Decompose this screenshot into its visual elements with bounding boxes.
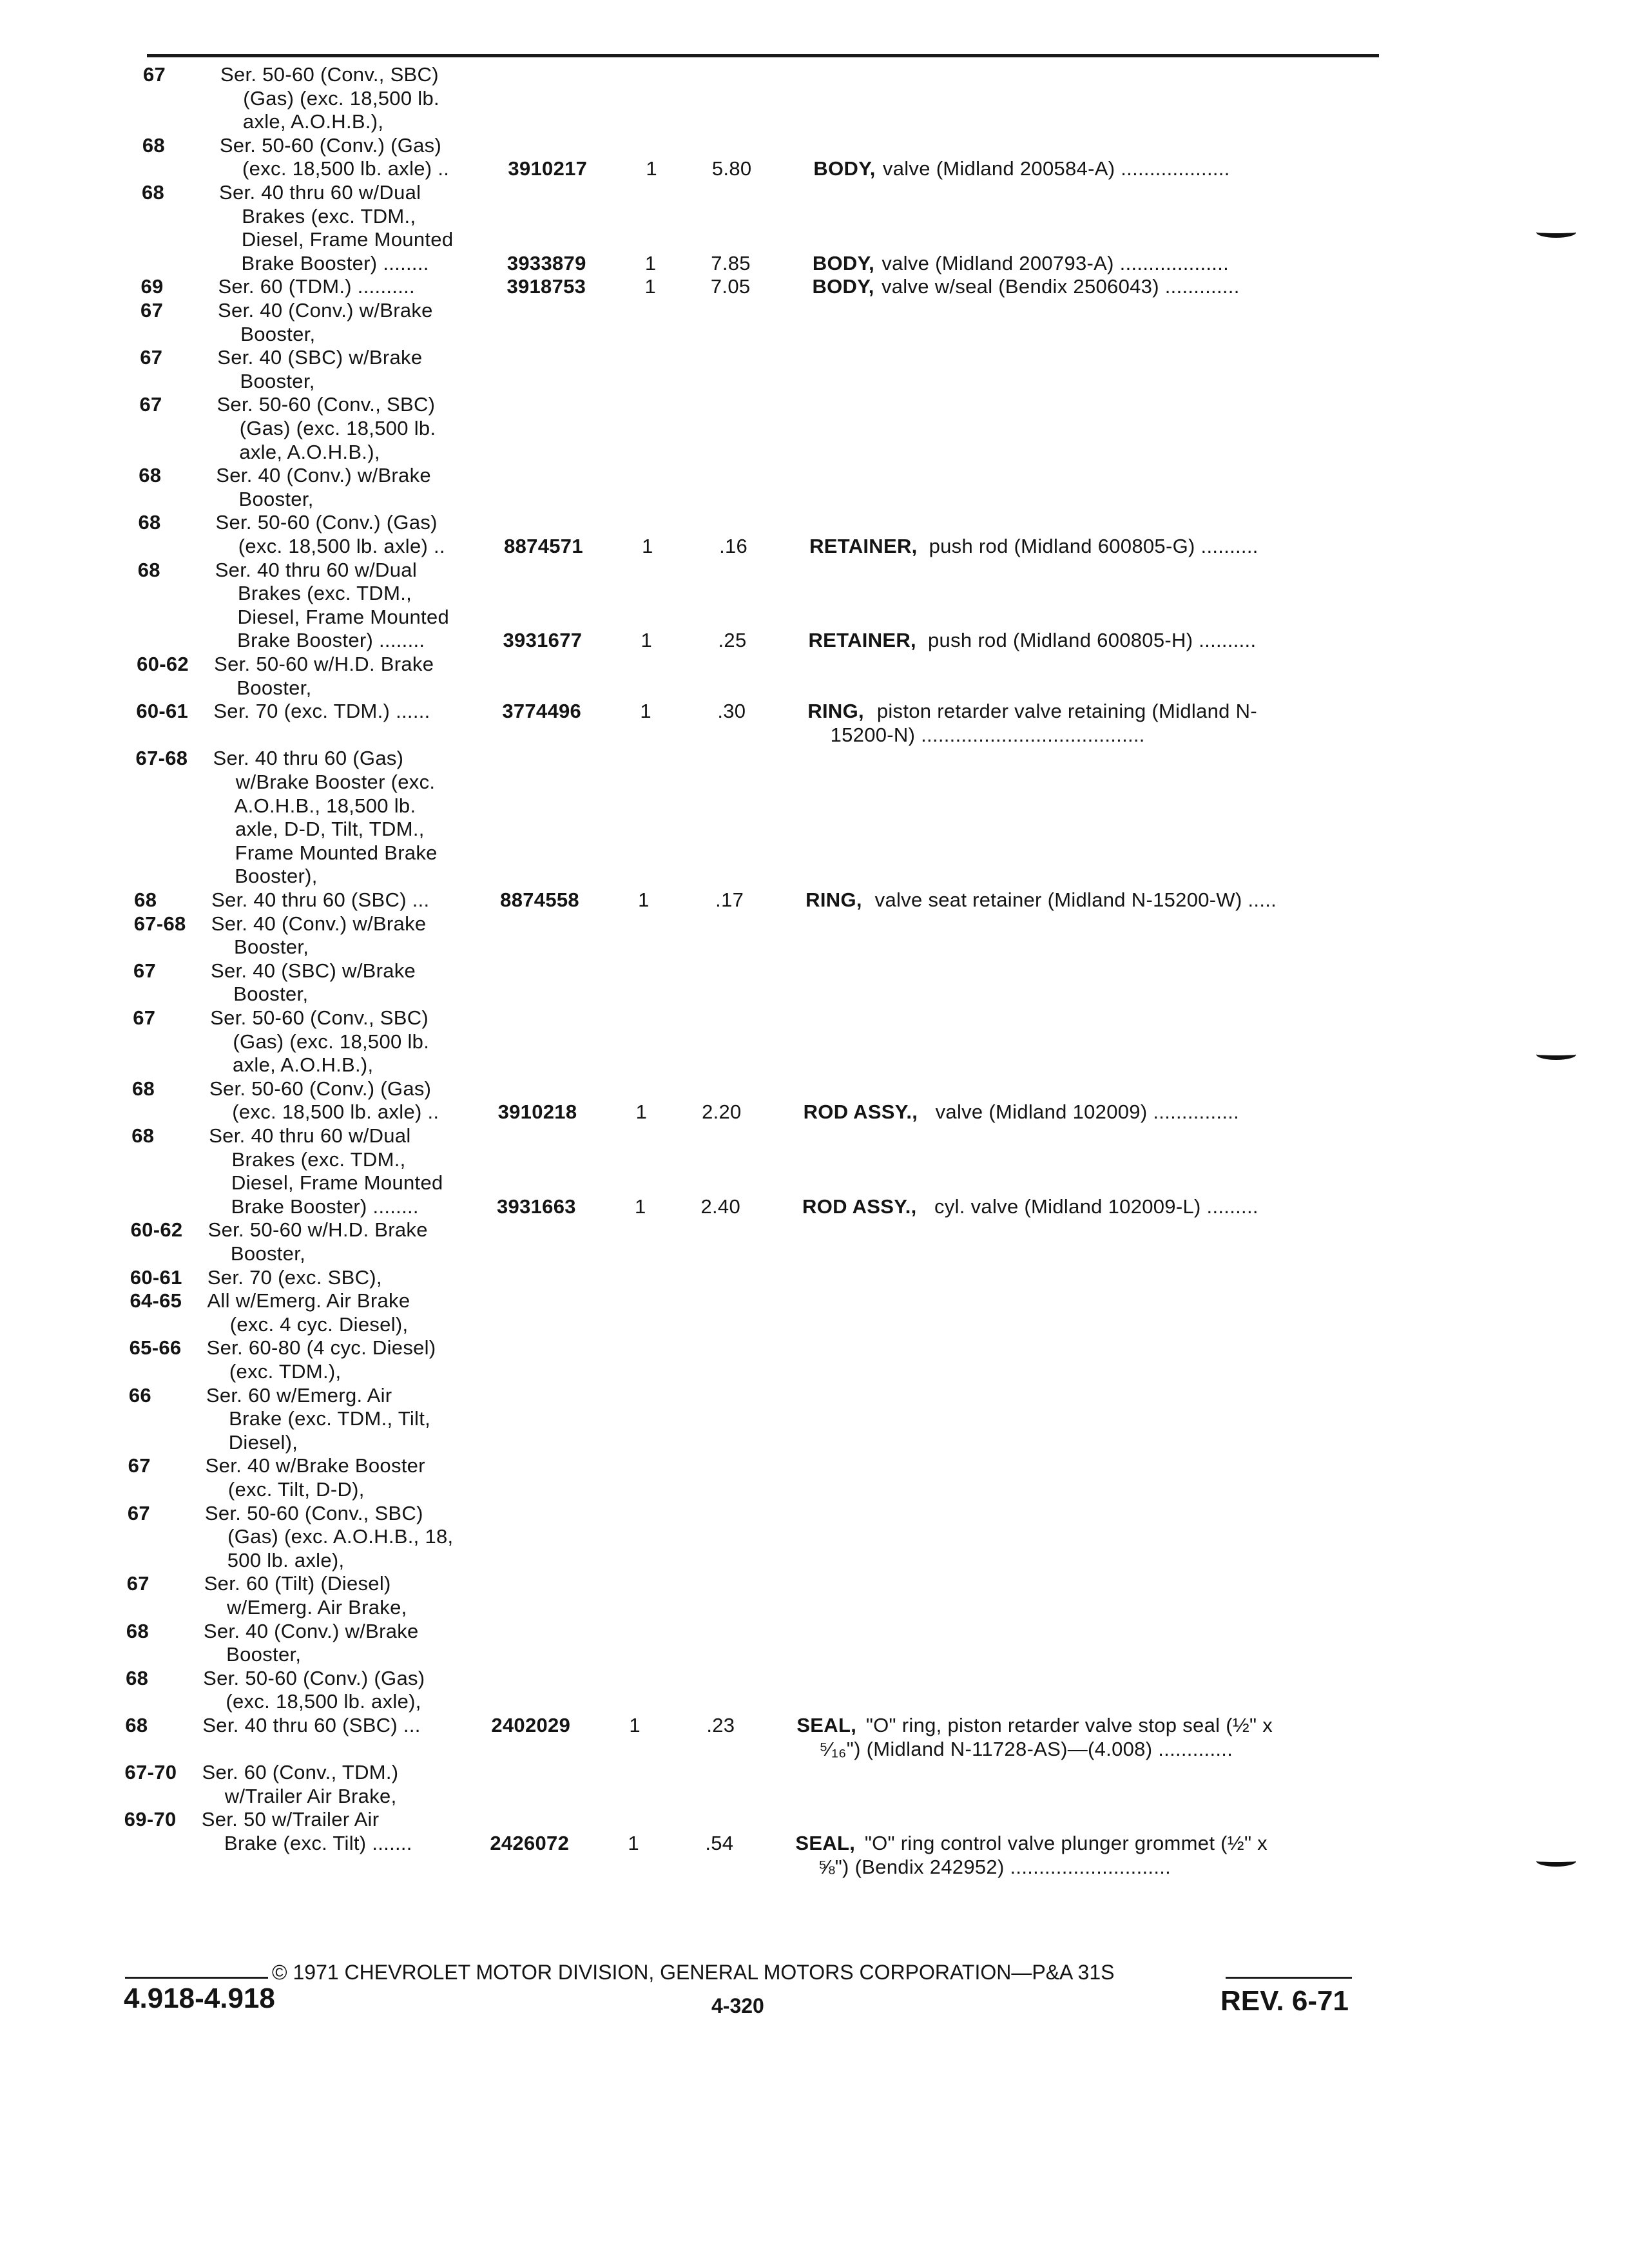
part-number: 3910217: [508, 157, 588, 180]
quantity: 1: [628, 1832, 639, 1854]
application-line: Ser. 50 w/Trailer Air: [201, 1808, 380, 1831]
application-line: Ser. 40 thru 60 w/Dual: [219, 181, 421, 204]
application-line: Diesel, Frame Mounted: [214, 605, 450, 628]
quantity: 1: [642, 535, 653, 557]
application-line: Brakes (exc. TDM.,: [215, 582, 412, 605]
application-line: Booster,: [207, 1242, 306, 1265]
part-name: BODY,: [812, 275, 874, 298]
application-line: Ser. 40 w/Brake Booster: [205, 1454, 425, 1477]
quantity: 1: [644, 275, 656, 298]
application-line: Ser. 60-80 (4 cyc. Diesel): [206, 1336, 436, 1360]
model-year: 67-68: [135, 747, 188, 770]
part-name: SEAL,: [795, 1832, 856, 1854]
model-year: 68: [139, 464, 162, 487]
quantity: 1: [646, 157, 657, 180]
application-line: axle, A.O.H.B.),: [209, 1053, 374, 1077]
model-year: 68: [126, 1619, 149, 1642]
model-year: 60-61: [130, 1265, 182, 1289]
model-year: 67: [140, 299, 164, 322]
part-name: BODY,: [812, 251, 875, 274]
model-year: 67: [140, 346, 163, 369]
model-year: 68: [142, 133, 165, 157]
part-description: ⁵⁄₁₆") (Midland N-11728-AS)—(4.008) .............: [796, 1737, 1233, 1760]
model-year: 69: [140, 275, 164, 298]
quantity: 1: [635, 1100, 648, 1124]
margin-mark: [1536, 227, 1576, 238]
model-year: 60-62: [137, 653, 189, 675]
application-line: (exc. 18,500 lb. axle),: [202, 1690, 421, 1713]
application-line: Ser. 40 thru 60 (Gas): [213, 747, 404, 770]
application-line: Ser. 50-60 (Conv.) (Gas): [203, 1666, 425, 1689]
application-line: Booster,: [211, 936, 309, 959]
application-line: Brakes (exc. TDM.,: [208, 1148, 406, 1171]
application-line: Diesel),: [206, 1430, 298, 1454]
top-rule: [147, 54, 1379, 57]
model-year: 68: [138, 511, 161, 534]
part-description: cyl. valve (Midland 102009-L) .........: [934, 1195, 1258, 1218]
application-line: Ser. 60 (Tilt) (Diesel): [204, 1572, 391, 1595]
application-line: axle, D-D, Tilt, TDM.,: [212, 818, 425, 841]
application-line: Booster,: [210, 983, 309, 1006]
application-line: Booster),: [211, 865, 318, 888]
application-line: Ser. 40 (Conv.) w/Brake: [218, 299, 433, 322]
price: .17: [715, 889, 744, 911]
application-line: axle, A.O.H.B.),: [216, 440, 380, 463]
part-number: 2426072: [490, 1832, 570, 1854]
application-line: (Gas) (exc. 18,500 lb.: [217, 417, 436, 439]
revision-label: REV. 6-71: [1220, 1985, 1349, 2017]
footer-rule-right: [1226, 1977, 1352, 1979]
application-line: Brakes (exc. TDM.,: [218, 204, 416, 227]
quantity: 1: [638, 889, 650, 911]
model-year: 67: [139, 393, 162, 416]
part-description: valve w/seal (Bendix 2506043) .............: [881, 275, 1240, 298]
quantity: 1: [635, 1195, 646, 1218]
application-line: Ser. 40 thru 60 w/Dual: [209, 1124, 411, 1147]
price: .30: [717, 700, 746, 723]
model-year: 67: [126, 1572, 149, 1595]
part-number: 8874558: [500, 889, 579, 911]
model-year: 68: [142, 181, 165, 204]
application-line: Ser. 40 thru 60 w/Dual: [215, 558, 418, 581]
application-line: Ser. 40 thru 60 (SBC) ...: [202, 1714, 421, 1736]
price: .16: [719, 535, 748, 557]
application-line: 500 lb. axle),: [204, 1548, 345, 1571]
application-line: Brake (exc. Tilt) .......: [201, 1832, 412, 1854]
model-year: 60-62: [130, 1218, 183, 1242]
price: 5.80: [711, 157, 752, 180]
application-line: w/Brake Booster (exc.: [213, 771, 436, 793]
price: 7.05: [710, 275, 751, 298]
application-line: All w/Emerg. Air Brake: [207, 1289, 410, 1312]
part-description: 15200-N) .......................................: [807, 723, 1145, 746]
part-description: "O" ring control valve plunger grommet (½" x: [864, 1832, 1268, 1854]
application-line: (Gas) (exc. 18,500 lb.: [220, 86, 439, 110]
price: .25: [718, 629, 747, 652]
part-number: 3931663: [497, 1195, 576, 1218]
part-number: 2402029: [491, 1714, 571, 1736]
part-description: "O" ring, piston retarder valve stop seal (½" x: [865, 1714, 1273, 1736]
model-year: 67-68: [133, 912, 186, 935]
model-year: 68: [132, 1077, 155, 1100]
model-year: 67: [133, 1006, 156, 1029]
application-line: Ser. 50-60 w/H.D. Brake: [214, 653, 434, 675]
part-description: valve (Midland 102009) ...............: [935, 1100, 1240, 1124]
part-description: piston retarder valve retaining (Midland N-: [876, 700, 1257, 723]
part-name: RING,: [807, 700, 864, 723]
model-year: 68: [134, 889, 157, 911]
application-line: axle, A.O.H.B.),: [220, 110, 384, 133]
application-line: Ser. 50-60 (Conv.) (Gas): [209, 1077, 432, 1100]
part-number: 3931677: [503, 629, 583, 652]
application-line: (exc. 18,500 lb. axle) ..: [219, 157, 450, 180]
model-year: 67-70: [124, 1761, 177, 1784]
application-line: (exc. 4 cyc. Diesel),: [207, 1312, 409, 1336]
application-line: Booster,: [217, 322, 316, 345]
application-line: Ser. 50-60 (Conv., SBC): [220, 63, 439, 86]
part-description: valve seat retainer (Midland N-15200-W) .....: [874, 889, 1277, 911]
part-description: ⅝") (Bendix 242952) ............................: [795, 1855, 1171, 1878]
part-name: BODY,: [813, 157, 876, 180]
part-name: RING,: [805, 889, 862, 911]
model-year: 65-66: [129, 1336, 182, 1360]
application-line: Ser. 40 (SBC) w/Brake: [210, 959, 416, 982]
model-year: 68: [137, 558, 160, 581]
part-number: 3910218: [497, 1100, 577, 1124]
application-line: (exc. TDM.),: [206, 1360, 342, 1383]
price: 7.85: [711, 251, 751, 274]
application-line: Ser. 40 (Conv.) w/Brake: [211, 912, 427, 935]
model-year: 68: [125, 1714, 148, 1736]
model-year: 67: [127, 1501, 150, 1524]
model-year: 67: [133, 959, 157, 982]
application-line: (exc. Tilt, D-D),: [205, 1478, 365, 1501]
part-number: 3774496: [502, 700, 582, 723]
price: .23: [706, 1714, 735, 1736]
application-line: Ser. 40 (Conv.) w/Brake: [203, 1619, 419, 1642]
quantity: 1: [629, 1714, 641, 1736]
quantity: 1: [644, 251, 657, 274]
application-line: (exc. 18,500 lb. axle) ..: [209, 1100, 439, 1124]
quantity: 1: [640, 700, 651, 723]
application-line: Frame Mounted Brake: [211, 841, 438, 864]
application-line: Ser. 50-60 (Conv., SBC): [210, 1006, 429, 1029]
part-name: ROD ASSY.,: [803, 1100, 918, 1124]
application-line: Ser. 40 (Conv.) w/Brake: [216, 464, 431, 487]
application-line: Ser. 50-60 w/H.D. Brake: [207, 1218, 428, 1242]
model-year: 66: [128, 1383, 151, 1407]
application-line: Booster,: [203, 1643, 302, 1666]
application-line: w/Emerg. Air Brake,: [204, 1596, 407, 1619]
part-name: ROD ASSY.,: [802, 1195, 917, 1218]
part-description: push rod (Midland 600805-H) ..........: [928, 629, 1257, 652]
application-line: Booster,: [215, 487, 314, 510]
model-year: 68: [126, 1666, 149, 1689]
application-line: Ser. 50-60 (Conv.) (Gas): [215, 511, 438, 534]
application-line: Ser. 40 thru 60 (SBC) ...: [211, 889, 430, 911]
part-number: 3933879: [506, 251, 586, 274]
application-line: Ser. 50-60 (Conv., SBC): [217, 393, 436, 416]
application-line: (Gas) (exc. A.O.H.B., 18,: [204, 1525, 454, 1548]
application-line: Ser. 60 (TDM.) ..........: [218, 275, 415, 298]
application-line: A.O.H.B., 18,500 lb.: [212, 794, 416, 817]
part-number: 8874571: [504, 535, 583, 557]
model-year: 60-61: [136, 700, 189, 723]
margin-mark: [1536, 1049, 1576, 1060]
application-line: (exc. 18,500 lb. axle) ..: [215, 535, 445, 557]
application-line: Ser. 70 (exc. TDM.) ......: [213, 700, 430, 723]
price: 2.40: [700, 1195, 741, 1218]
part-description: push rod (Midland 600805-G) ..........: [929, 535, 1258, 557]
copyright-line: © 1971 CHEVROLET MOTOR DIVISION, GENERAL MOTORS CORPORATION—P&A 31S: [272, 1961, 1115, 1984]
section-number: 4.918-4.918: [124, 1983, 275, 2014]
application-line: Brake Booster) ........: [218, 251, 429, 274]
page-number: 4-320: [711, 1994, 764, 2017]
application-line: Diesel, Frame Mounted: [218, 228, 454, 251]
application-line: Brake (exc. TDM., Tilt,: [206, 1407, 431, 1430]
application-line: Booster,: [213, 676, 312, 699]
part-description: valve (Midland 200584-A) ...................: [882, 157, 1230, 180]
part-name: RETAINER,: [808, 629, 916, 652]
model-year: 67: [128, 1454, 151, 1477]
application-line: Ser. 50-60 (Conv.) (Gas): [219, 133, 442, 157]
model-year: 68: [131, 1124, 155, 1147]
application-line: Brake Booster) ........: [214, 629, 425, 652]
application-line: Ser. 70 (exc. SBC),: [207, 1265, 382, 1289]
model-year: 69-70: [124, 1808, 177, 1831]
application-line: Ser. 50-60 (Conv., SBC): [204, 1501, 423, 1524]
model-year: 67: [143, 63, 166, 86]
application-line: Brake Booster) ........: [208, 1195, 419, 1218]
price: 2.20: [702, 1100, 742, 1124]
quantity: 1: [641, 629, 653, 652]
margin-mark: [1536, 1856, 1576, 1867]
footer-rule-left: [125, 1977, 268, 1979]
application-line: w/Trailer Air Brake,: [202, 1784, 397, 1807]
part-name: SEAL,: [796, 1714, 857, 1736]
application-line: Booster,: [217, 369, 315, 392]
application-line: Ser. 60 (Conv., TDM.): [202, 1761, 399, 1784]
application-line: Ser. 40 (SBC) w/Brake: [217, 346, 423, 369]
model-year: 64-65: [130, 1289, 182, 1312]
part-name: RETAINER,: [809, 535, 918, 557]
part-number: 3918753: [506, 275, 586, 298]
application-line: (Gas) (exc. 18,500 lb.: [209, 1030, 430, 1053]
application-line: Diesel, Frame Mounted: [208, 1171, 443, 1195]
application-line: Ser. 60 w/Emerg. Air: [206, 1383, 392, 1407]
part-description: valve (Midland 200793-A) ...................: [882, 251, 1229, 274]
price: .54: [705, 1832, 734, 1854]
